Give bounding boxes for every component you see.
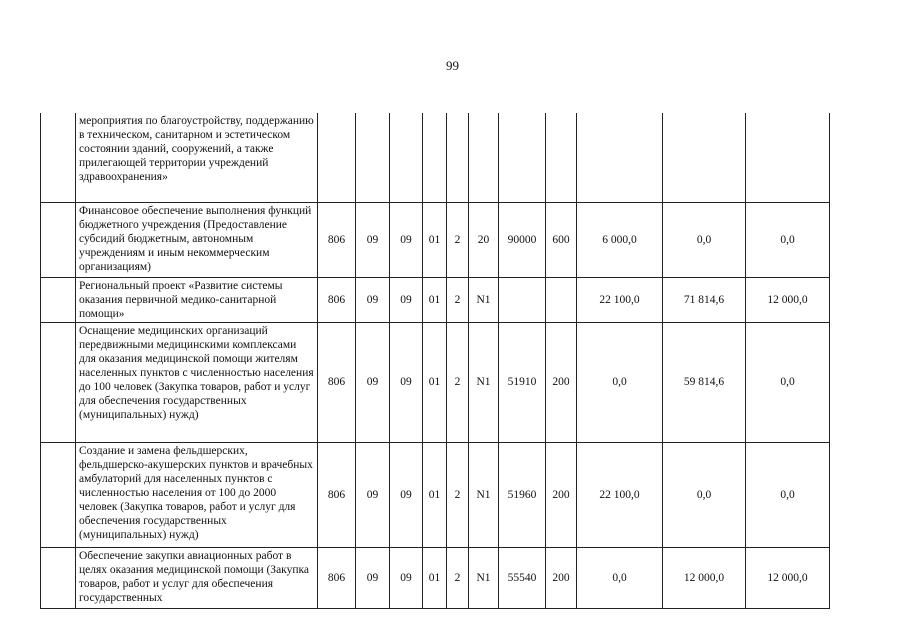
expense-type-cell: 200 [546,322,577,442]
item-name-cell: Создание и замена фельдшерских, фельдшерско-акушерских пунктов и врачебных амбулаторий для населенных пунктов с численностью населения от 100 до 2000 человек (Закупка товаров, работ и услуг для обеспечения государственных (муниципальных) нужд) [76,442,318,547]
amount-cell-1 [577,113,663,202]
amount-cell-1: 6 000,0 [577,202,663,277]
section-cell: 09 [356,547,390,608]
direction-code-cell: 51910 [499,322,546,442]
ministry-code-cell [318,113,356,202]
section-cell: 09 [356,322,390,442]
amount-cell-2: 71 814,6 [663,277,746,322]
amount-cell-2: 0,0 [663,442,746,547]
ministry-code-cell: 806 [318,547,356,608]
ministry-code-cell: 806 [318,202,356,277]
program-cell [423,113,447,202]
subsection-cell: 09 [390,442,423,547]
section-cell: 09 [356,442,390,547]
section-cell: 09 [356,202,390,277]
direction-code-cell: 55540 [499,547,546,608]
activity-cell: N1 [469,442,499,547]
amount-cell-3: 0,0 [746,442,830,547]
activity-cell: 20 [469,202,499,277]
amount-cell-2 [663,113,746,202]
amount-cell-3: 12 000,0 [746,277,830,322]
amount-cell-2: 0,0 [663,202,746,277]
section-cell [356,113,390,202]
subsection-cell: 09 [390,277,423,322]
item-name-cell: Финансовое обеспечение выполнения функций бюджетного учреждения (Предоставление субсидий бюджетным, автономным учреждениям и иным некоммерческим организациям) [76,202,318,277]
table-row [41,277,830,322]
amount-cell-3: 0,0 [746,202,830,277]
subprogram-cell: 2 [447,442,469,547]
index-cell [41,277,76,322]
program-cell: 01 [423,202,447,277]
table-row [41,322,830,442]
table-row [41,113,830,202]
subsection-cell [390,113,423,202]
index-cell [41,322,76,442]
index-cell [41,202,76,277]
activity-cell: N1 [469,277,499,322]
direction-code-cell: 51960 [499,442,546,547]
budget-table [40,113,830,609]
subprogram-cell: 2 [447,277,469,322]
page-number: 99 [446,58,459,73]
item-name-cell: мероприятия по благоустройству, поддержанию в техническом, санитарном и эстетическом состоянии зданий, сооружений, а также прилегающей территории учреждений здравоохранения» [76,113,318,202]
ministry-code-cell: 806 [318,442,356,547]
amount-cell-1: 0,0 [577,322,663,442]
expense-type-cell: 200 [546,547,577,608]
item-name-cell: Обеспечение закупки авиационных работ в целях оказания медицинской помощи (Закупка товаров, работ и услуг для обеспечения государственных [76,547,318,608]
subsection-cell: 09 [390,547,423,608]
budget-table-body [41,113,830,608]
direction-code-cell [499,113,546,202]
amount-cell-1: 22 100,0 [577,277,663,322]
subprogram-cell: 2 [447,322,469,442]
direction-code-cell [499,277,546,322]
table-row [41,547,830,608]
subsection-cell: 09 [390,322,423,442]
program-cell: 01 [423,277,447,322]
activity-cell: N1 [469,547,499,608]
expense-type-cell: 600 [546,202,577,277]
activity-cell [469,113,499,202]
item-name-cell: Региональный проект «Развитие системы оказания первичной медико-санитарной помощи» [76,277,318,322]
amount-cell-1: 22 100,0 [577,442,663,547]
amount-cell-2: 12 000,0 [663,547,746,608]
index-cell [41,547,76,608]
amount-cell-3: 12 000,0 [746,547,830,608]
section-cell: 09 [356,277,390,322]
subprogram-cell: 2 [447,202,469,277]
index-cell [41,113,76,202]
amount-cell-3 [746,113,830,202]
subprogram-cell [447,113,469,202]
expense-type-cell [546,113,577,202]
activity-cell: N1 [469,322,499,442]
expense-type-cell [546,277,577,322]
amount-cell-1: 0,0 [577,547,663,608]
index-cell [41,442,76,547]
program-cell: 01 [423,547,447,608]
item-name-cell: Оснащение медицинских организаций передвижными медицинскими комплексами для оказания медицинской помощи жителям населенных пунктов с численностью населения до 100 человек (Закупка товаров, работ и услуг для обеспечения государственных (муниципальных) нужд) [76,322,318,442]
program-cell: 01 [423,442,447,547]
table-row [41,202,830,277]
program-cell: 01 [423,322,447,442]
ministry-code-cell: 806 [318,277,356,322]
amount-cell-2: 59 814,6 [663,322,746,442]
direction-code-cell: 90000 [499,202,546,277]
table-row [41,442,830,547]
ministry-code-cell: 806 [318,322,356,442]
amount-cell-3: 0,0 [746,322,830,442]
subprogram-cell: 2 [447,547,469,608]
subsection-cell: 09 [390,202,423,277]
expense-type-cell: 200 [546,442,577,547]
